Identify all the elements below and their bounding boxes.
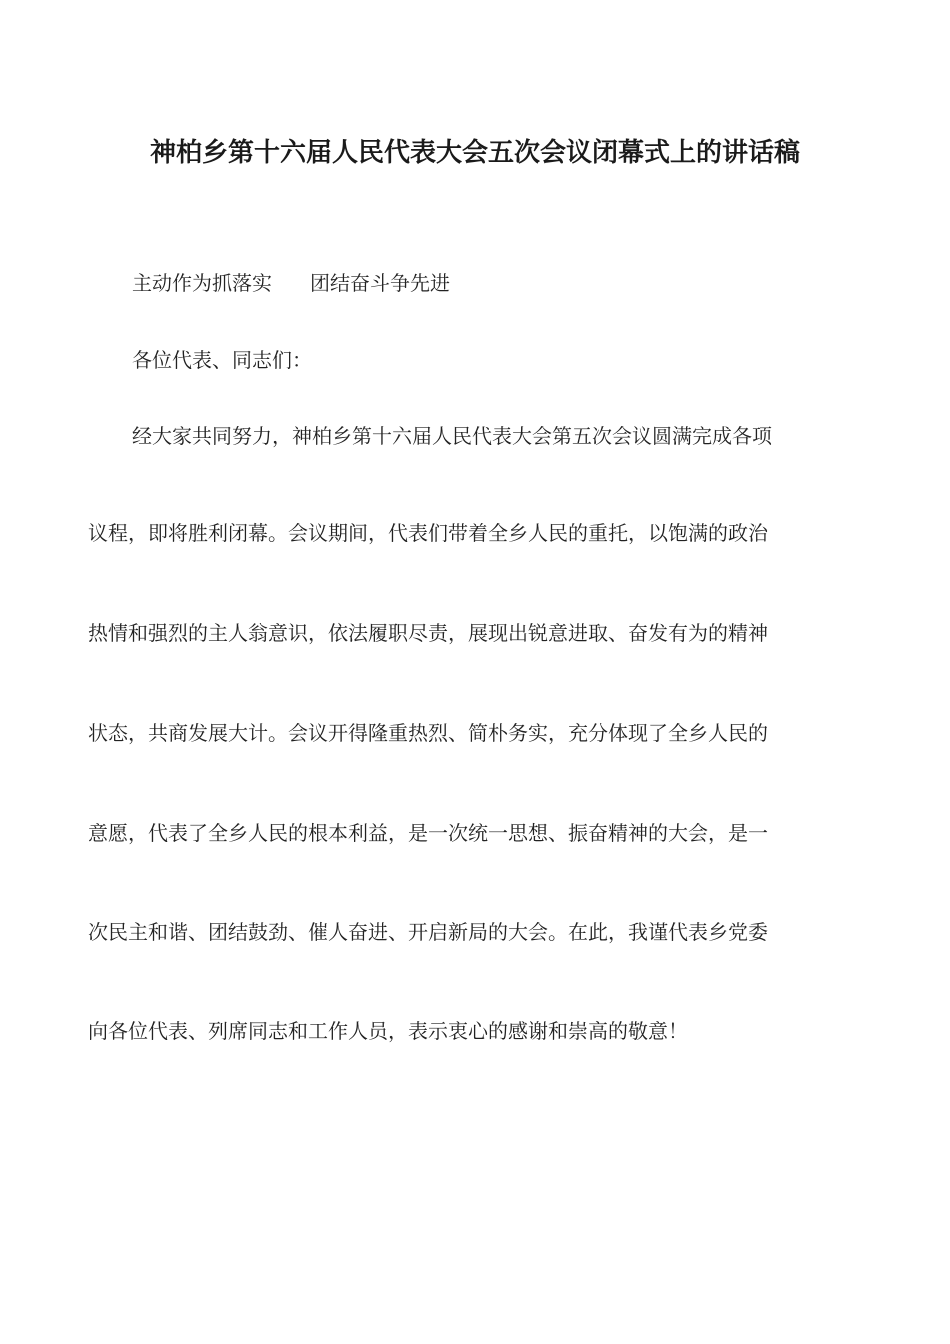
subtitle-left: 主动作为抓落实 — [132, 271, 272, 295]
subtitle-right: 团结奋斗争先进 — [310, 271, 450, 295]
document-subtitle — [132, 268, 450, 298]
paragraph-line-6: 次民主和谐、团结鼓劲、催人奋进、开启新局的大会。在此，我谨代表乡党委 — [88, 920, 768, 944]
paragraph-line-7: 向各位代表、列席同志和工作人员，表示衷心的感谢和崇高的敬意！ — [88, 1019, 688, 1043]
paragraph-line-4: 状态，共商发展大计。会议开得隆重热烈、简朴务实，充分体现了全乡人民的 — [88, 721, 768, 745]
paragraph-line-5: 意愿，代表了全乡人民的根本利益，是一次统一思想、振奋精神的大会，是一 — [88, 821, 768, 845]
paragraph-line-1: 经大家共同努力，神柏乡第十六届人民代表大会第五次会议圆满完成各项 — [132, 424, 772, 448]
paragraph-line-3: 热情和强烈的主人翁意识，依法履职尽责，展现出锐意进取、奋发有为的精神 — [88, 621, 768, 645]
paragraph-line-2: 议程，即将胜利闭幕。会议期间，代表们带着全乡人民的重托，以饱满的政治 — [88, 521, 768, 545]
salutation: 各位代表、同志们： — [132, 348, 312, 372]
document-title: 神柏乡第十六届人民代表大会五次会议闭幕式上的讲话稿 — [149, 138, 800, 168]
